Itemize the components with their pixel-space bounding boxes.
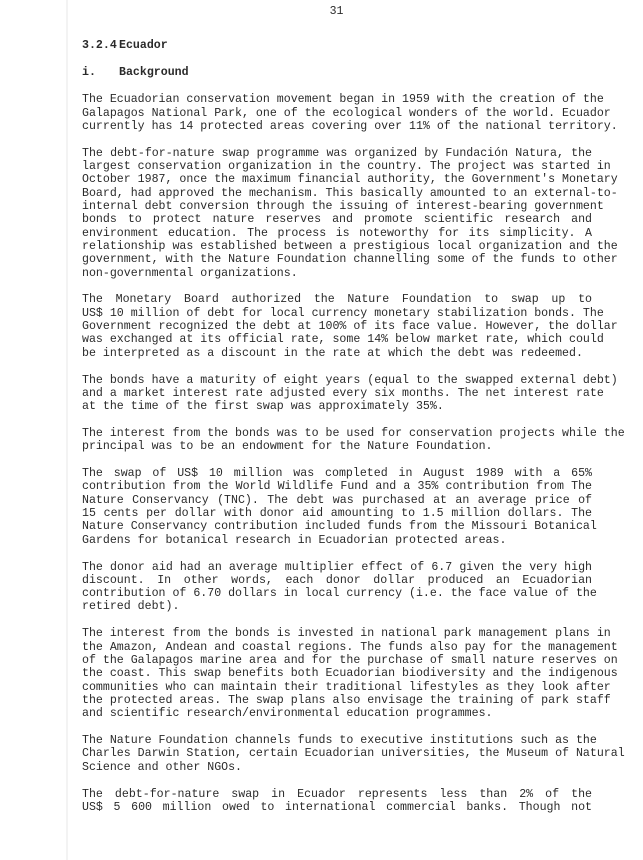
paragraph-line: The debt-for-nature swap in Ecuador represents less than 2% of the	[82, 787, 592, 801]
paragraph-line: environment education. The process is noteworthy for its simplicity. A	[82, 226, 592, 240]
paragraph-line: The donor aid had an average multiplier effect of 6.7 given the very high	[82, 560, 592, 574]
paragraph-line: contribution of 6.70 dollars in local currency (i.e. the face value of the	[82, 587, 597, 601]
paragraph-line: currently has 14 protected areas covering over 11% of the national territory.	[82, 119, 618, 133]
paragraph	[82, 627, 618, 721]
paragraph-line: at the time of the first swap was approximately 35%.	[82, 400, 444, 414]
paragraph-line: the coast. This swap benefits both Ecuadorian biodiversity and the indigenous	[82, 667, 618, 681]
paragraph-line: retired debt).	[82, 600, 180, 614]
paragraph-line: US$ 5 600 million owed to international commercial banks. Though not	[82, 800, 592, 814]
paragraph-list	[82, 93, 625, 814]
section-title: Ecuador	[119, 39, 168, 52]
paragraph	[82, 293, 618, 360]
paragraph-line: the Amazon, Andean and coastal regions. The funds also pay for the management	[82, 640, 618, 654]
paragraph-line: largest conservation organization in the country. The project was started in	[82, 160, 611, 174]
paragraph-line: The Ecuadorian conservation movement began in 1959 with the creation of the	[82, 93, 604, 107]
paragraph-line: contribution from the World Wildlife Fund and a 35% contribution from The	[82, 480, 592, 494]
paragraph-line: Galapagos National Park, one of the ecological wonders of the world. Ecuador	[82, 106, 611, 120]
paragraph	[82, 373, 618, 414]
page-edge-shadow	[66, 0, 68, 860]
paragraph	[82, 560, 597, 614]
paragraph-line: the protected areas. The swap plans also envisage the training of park staff	[82, 693, 611, 707]
paragraph-line: Science and other NGOs.	[82, 760, 243, 774]
paragraph-line: Board, had approved the mechanism. This basically amounted to an external-to-	[82, 186, 618, 200]
paragraph-line: The Nature Foundation channels funds to executive institutions such as the	[82, 734, 597, 748]
paragraph-line: The Monetary Board authorized the Nature Foundation to swap up to	[82, 293, 592, 307]
paragraph	[82, 467, 597, 547]
paragraph-line: relationship was established between a prestigious local organization and the	[82, 239, 618, 253]
paragraph-line: internal debt conversion through the issuing of interest-bearing government	[82, 200, 604, 214]
paragraph-line: Government recognized the debt at 100% of its face value. However, the dollar	[82, 320, 618, 334]
paragraph-line: The debt-for-nature swap programme was organized by Fundación Natura, the	[82, 146, 592, 160]
paragraph-line: Nature Conservancy contribution included funds from the Missouri Botanical	[82, 520, 597, 534]
paragraph-line: The interest from the bonds is invested in national park management plans in	[82, 627, 611, 641]
document-body	[82, 39, 625, 828]
section-number: 3.2.4	[82, 39, 117, 52]
paragraph	[82, 93, 618, 133]
paragraph-line: of the Galapagos marine area and for the purchase of small nature reserves on	[82, 653, 618, 667]
paragraph-line: US$ 10 million of debt for local currency monetary stabilization bonds. The	[82, 306, 604, 320]
paragraph-line: bonds to protect nature reserves and promote scientific research and	[82, 213, 592, 227]
subsection-heading	[82, 66, 592, 79]
paragraph-line: non-governmental organizations.	[82, 266, 298, 280]
paragraph-line: and scientific research/environmental education programmes.	[82, 707, 493, 721]
paragraph-line: Charles Darwin Station, certain Ecuadorian universities, the Museum of Natural	[82, 747, 625, 761]
paragraph	[82, 146, 618, 280]
paragraph-line: and a market interest rate adjusted every six months. The net interest rate	[82, 386, 604, 400]
paragraph-line: 15 cents per dollar with donor aid amounting to 1.5 million dollars. The	[82, 507, 592, 521]
paragraph-line: The swap of US$ 10 million was completed in August 1989 with a 65%	[82, 467, 592, 481]
paragraph	[82, 427, 625, 454]
paragraph-line: discount. In other words, each donor dollar produced an Ecuadorian	[82, 573, 592, 587]
paragraph-line: Nature Conservancy (TNC). The debt was purchased at an average price of	[82, 493, 592, 507]
paragraph-line: was exchanged at its official rate, some 14% below market rate, which could	[82, 333, 604, 347]
paragraph-line: be interpreted as a discount in the rate at which the debt was redeemed.	[82, 346, 583, 360]
subsection-number: i.	[82, 66, 96, 80]
paragraph	[82, 788, 592, 815]
paragraph-line: principal was to be an endowment for the Nature Foundation.	[82, 440, 493, 454]
paragraph-line: Gardens for botanical research in Ecuadorian protected areas.	[82, 533, 507, 547]
subsection-title: Background	[119, 66, 189, 80]
paragraph-line: government, with the Nature Foundation channelling some of the funds to other	[82, 253, 618, 267]
paragraph	[82, 734, 625, 774]
page-number-container	[0, 5, 643, 18]
page-number: 31	[329, 5, 344, 18]
paragraph-line: communities who can maintain their traditional lifestyles as they look after	[82, 680, 611, 694]
paragraph-line: October 1987, once the maximum financial authority, the Government's Monetary	[82, 173, 618, 187]
section-heading	[82, 39, 592, 52]
paragraph-line: The bonds have a maturity of eight years (equal to the swapped external debt)	[82, 373, 618, 387]
paragraph-line: The interest from the bonds was to be used for conservation projects while the	[82, 427, 625, 440]
